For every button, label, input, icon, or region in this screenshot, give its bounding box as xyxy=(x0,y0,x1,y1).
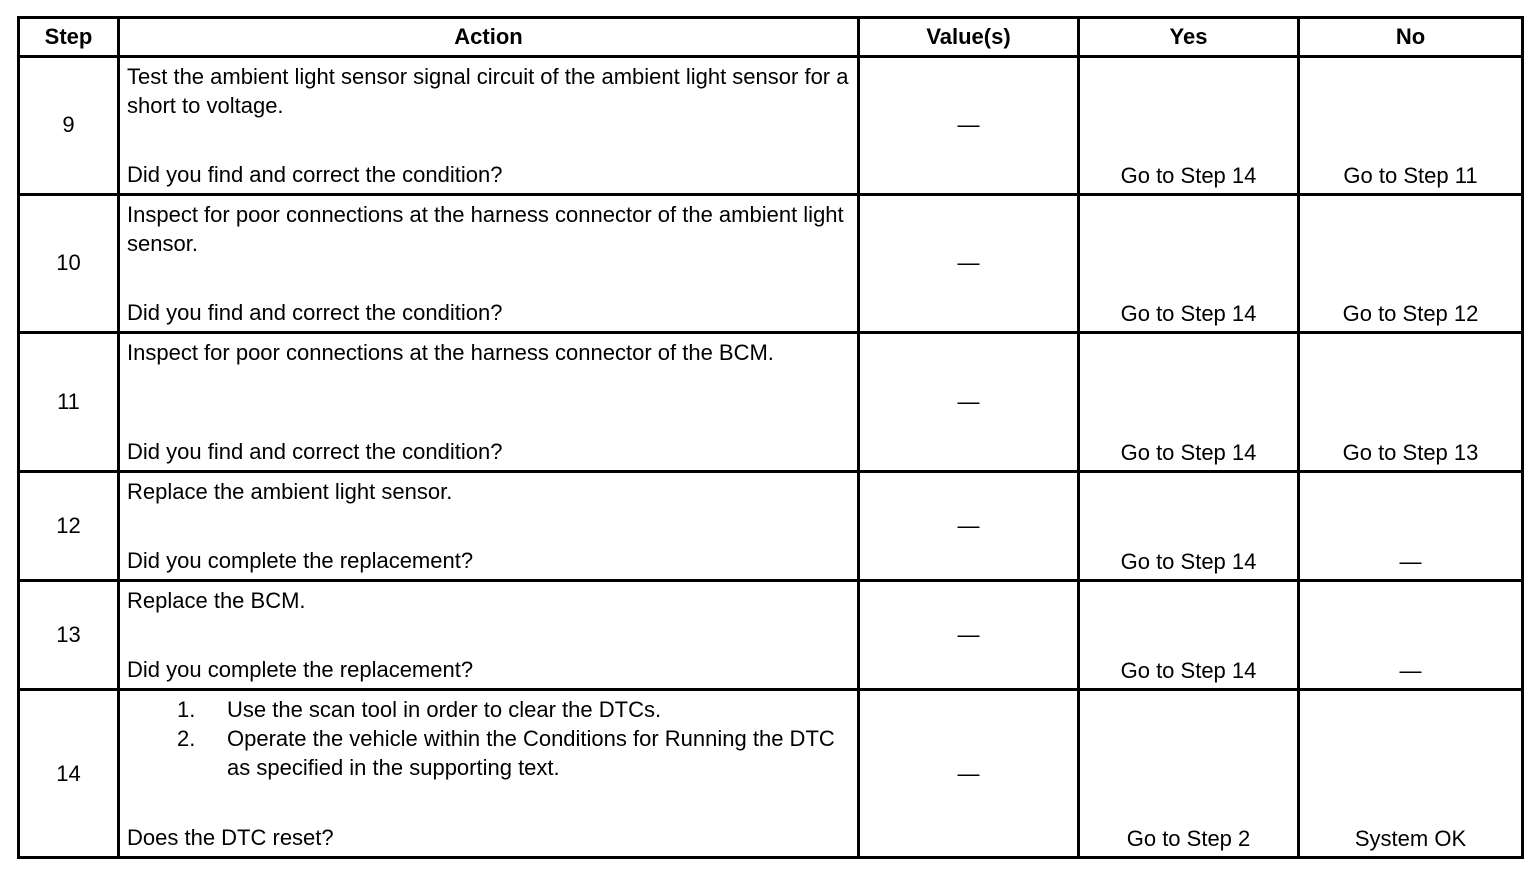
yes-answer: Go to Step 14 xyxy=(1120,658,1257,684)
no-answer: Go to Step 12 xyxy=(1342,301,1479,327)
action-cell xyxy=(119,333,859,472)
table-row xyxy=(19,194,1523,333)
action-text: Test the ambient light sensor signal circuit of the ambient light sensor for a short to voltage. xyxy=(127,64,849,118)
no-cell xyxy=(1299,57,1523,195)
no-answer: Go to Step 11 xyxy=(1343,162,1478,188)
value-cell: — xyxy=(859,471,1079,580)
no-answer: — xyxy=(1399,658,1422,684)
action-cell xyxy=(119,194,859,333)
header-no: No xyxy=(1299,18,1523,57)
action-question: Did you find and correct the condition? xyxy=(127,161,503,187)
no-answer: — xyxy=(1399,548,1422,574)
diagnostic-table xyxy=(17,16,1524,859)
action-cell xyxy=(119,580,859,689)
yes-answer: Go to Step 2 xyxy=(1126,826,1251,851)
value-cell: — xyxy=(859,580,1079,689)
no-answer: System OK xyxy=(1354,826,1467,851)
yes-answer: Go to Step 14 xyxy=(1120,301,1257,327)
value-cell: — xyxy=(859,57,1079,195)
action-cell xyxy=(119,690,859,858)
action-text: Replace the BCM. xyxy=(127,587,306,613)
step-number: 13 xyxy=(19,580,119,689)
list-item-text: Use the scan tool in order to clear the DTCs. xyxy=(227,697,662,723)
yes-cell xyxy=(1079,333,1299,472)
no-cell xyxy=(1299,194,1523,333)
yes-answer: Go to Step 14 xyxy=(1120,162,1257,188)
list-item xyxy=(177,724,851,782)
step-number: 10 xyxy=(19,194,119,333)
header-step: Step xyxy=(19,18,119,57)
list-item-number: 1. xyxy=(177,697,196,723)
table-row xyxy=(19,690,1523,858)
action-question: Does the DTC reset? xyxy=(127,825,334,850)
action-question: Did you find and correct the condition? xyxy=(127,300,503,326)
yes-answer: Go to Step 14 xyxy=(1120,548,1257,574)
no-answer: Go to Step 13 xyxy=(1342,439,1479,465)
action-question: Did you complete the replacement? xyxy=(127,657,474,683)
action-question: Did you complete the replacement? xyxy=(127,547,474,573)
action-cell xyxy=(119,57,859,195)
list-item-number: 2. xyxy=(177,726,196,752)
yes-cell xyxy=(1079,194,1299,333)
header-row xyxy=(19,18,1523,57)
header-yes: Yes xyxy=(1079,18,1299,57)
yes-cell xyxy=(1079,471,1299,580)
yes-answer: Go to Step 14 xyxy=(1120,439,1257,465)
value-cell: — xyxy=(859,690,1079,858)
action-question: Did you find and correct the condition? xyxy=(127,438,503,464)
header-values: Value(s) xyxy=(859,18,1079,57)
no-cell xyxy=(1299,333,1523,472)
table-row xyxy=(19,333,1523,472)
value-cell: — xyxy=(859,333,1079,472)
step-number: 9 xyxy=(19,57,119,195)
step-number: 11 xyxy=(19,333,119,472)
table-row xyxy=(19,471,1523,580)
no-cell xyxy=(1299,690,1523,858)
no-cell xyxy=(1299,580,1523,689)
step-number: 14 xyxy=(19,690,119,858)
yes-cell xyxy=(1079,690,1299,858)
step-number: 12 xyxy=(19,471,119,580)
action-cell xyxy=(119,471,859,580)
yes-cell xyxy=(1079,57,1299,195)
list-item-text: Operate the vehicle within the Conditions for Running the DTC as specified in the supporting text. xyxy=(227,726,835,781)
table-row xyxy=(19,57,1523,195)
no-cell xyxy=(1299,471,1523,580)
action-steps-list xyxy=(127,695,851,782)
value-cell: — xyxy=(859,194,1079,333)
yes-cell xyxy=(1079,580,1299,689)
action-text: Replace the ambient light sensor. xyxy=(127,478,453,504)
action-text: Inspect for poor connections at the harness connector of the BCM. xyxy=(127,340,774,366)
action-text: Inspect for poor connections at the harness connector of the ambient light sensor. xyxy=(127,201,844,256)
list-item xyxy=(177,695,851,724)
table-row xyxy=(19,580,1523,689)
header-action: Action xyxy=(119,18,859,57)
